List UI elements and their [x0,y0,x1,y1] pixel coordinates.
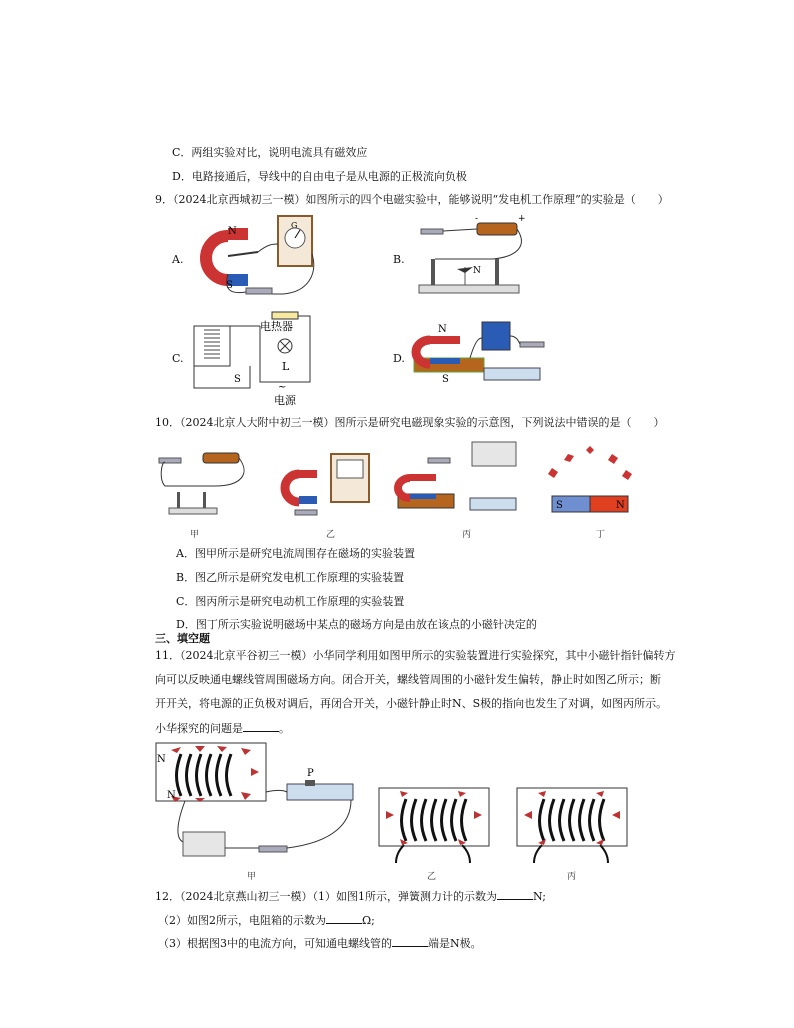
section-title-fill-in: 三、填空题 [155,632,210,645]
q12-part2-blank[interactable] [326,912,362,924]
q10-option-d: D．图丁所示实验说明磁场中某点的磁场方向是由放在该点的小磁针决定的 [176,618,537,631]
fig-c-ac-symbol: ~ [278,382,287,393]
jia-p-label: P [307,768,314,779]
fig-d-s-label: S [442,374,449,385]
q11-caption-bing: 丙 [567,872,577,882]
fig-c-lamp-label: L [282,360,290,373]
q12-part2-text: （2）如图2所示，电阻箱的示数为 [158,914,326,927]
q8-option-c: C．两组实验对比，说明电流具有磁效应 [172,146,368,159]
q10-figure-bing [398,440,522,522]
q12-part1-unit: N; [533,890,546,903]
q9-label-d: D. [393,352,405,365]
q9-figure-a [188,214,318,304]
q12-line-3 [158,935,482,951]
fig-a-g-label: G [291,221,298,230]
q12-part3-blank[interactable] [392,935,428,947]
q11-line-3: 开开关，将电源的正负极对调后，再闭合开关，小磁针静止时N、S极的指向也发生了对调，如图丙所示。 [155,697,668,710]
q11-line-4 [155,720,290,736]
q12-part3-suffix: 端是N极。 [428,937,482,950]
q9-figure-b [415,214,535,297]
q9-label-c: C. [172,352,184,365]
q10-stem: 10．（2024北京人大附中初三一模）图所示是研究电磁现象实验的示意图，下列说法中错误的是（ ） [155,416,665,429]
q10-figure-jia [155,450,250,516]
q11-caption-yi: 乙 [427,872,437,882]
q11-figure-yi [378,787,492,863]
q10-caption-jia: 甲 [190,530,200,540]
fig-c-heater-label: 电热器 [260,320,293,333]
q11-line-2: 向可以反映通电螺线管周围磁场方向。闭合开关，螺线管周围的小磁针发生偏转，静止时如图乙所示；断 [155,673,661,686]
q12-part2-unit: Ω; [362,914,375,927]
q10-option-a: A．图甲所示是研究电流周围存在磁场的实验装置 [176,547,415,560]
fig-b-minus: - [475,214,479,224]
q10-option-c: C．图丙所示是研究电动机工作原理的实验装置 [176,595,405,608]
q8-option-d: D．电路接通后，导线中的自由电子是从电源的正极流向负极 [172,170,467,183]
q9-figure-c [190,312,320,408]
q9-label-a: A. [172,253,184,266]
q11-line-1: 11．（2024北京平谷初三一模）小华同学利用如图甲所示的实验装置进行实验探究，其中小磁针指针偏转方 [155,649,676,662]
fig-b-plus: + [518,214,526,224]
fig-a-n-label: N [228,226,237,237]
q12-line-1 [155,888,546,904]
q10-caption-bing: 丙 [462,530,472,540]
q9-label-b: B. [393,253,405,266]
q10-caption-yi: 乙 [326,530,336,540]
q11-question-suffix: 。 [279,722,290,735]
q10-caption-ding: 丁 [596,530,606,540]
q11-caption-jia: 甲 [247,872,257,882]
q12-part1-blank[interactable] [497,888,533,900]
q11-answer-blank[interactable] [243,720,279,732]
q11-question-prefix: 小华探究的问题是 [155,722,243,735]
q9-stem: 9．（2024北京西城初三一模）如图所示的四个电磁实验中，能够说明“发电机工作原理”的实验是（ ） [155,193,669,206]
q10-figure-yi [275,450,375,522]
q11-figure-bing [516,787,630,863]
fig-d-n-label: N [438,324,447,335]
jia-n-label-2: N [167,790,176,801]
q9-figure-d [410,318,550,390]
fig-c-switch-label: S [234,374,241,385]
fig-a-s-label: S [226,280,233,291]
q10-option-b: B．图乙所示是研究发电机工作原理的实验装置 [176,571,405,584]
q12-part1-text: 12．（2024北京燕山初三一模）（1）如图1所示，弹簧测力计的示数为 [155,890,497,903]
fig-b-n-label: N [473,266,481,276]
ding-magnet-s: S [556,500,563,511]
q11-figure-jia [155,742,367,864]
jia-n-label-1: N [157,754,166,765]
fig-c-source-label: 电源 [274,394,296,407]
q12-line-2 [158,912,375,928]
q12-part3-text: （3）根据图3中的电流方向，可知通电螺线管的 [158,937,392,950]
q10-figure-ding [550,444,632,516]
ding-magnet-n: N [616,500,625,511]
